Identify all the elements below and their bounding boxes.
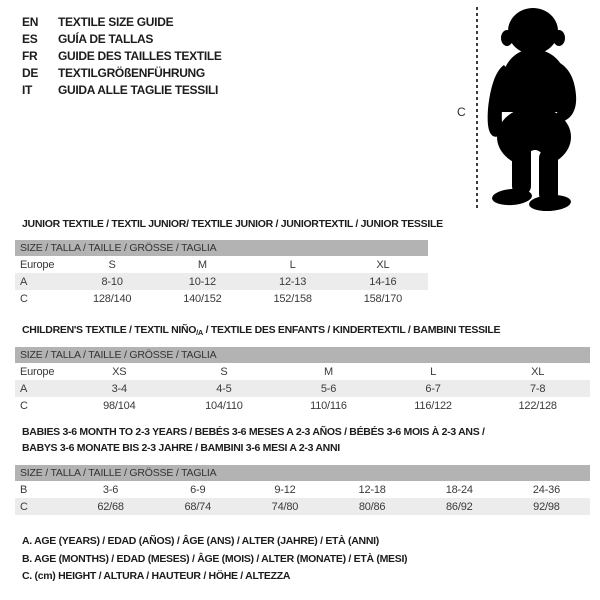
language-code: FR (22, 48, 38, 63)
size-cell: 98/104 (103, 399, 136, 412)
size-cell: 9-12 (274, 483, 296, 496)
table-row (15, 498, 590, 515)
size-cell: 92/98 (533, 500, 560, 513)
language-row (22, 47, 222, 64)
size-cell: S (108, 258, 116, 271)
baby-right-foot (528, 194, 571, 211)
size-cell: 122/128 (518, 399, 557, 412)
children-size-table (15, 347, 590, 414)
table-row (15, 363, 590, 380)
language-row (22, 64, 222, 81)
table-title-line (22, 440, 485, 456)
size-cell: 80/86 (358, 500, 386, 513)
size-cell: 18-24 (445, 483, 473, 496)
table-row (15, 380, 590, 397)
size-cell: 5-6 (320, 382, 337, 395)
row-label: B (20, 483, 28, 496)
language-label: TEXTILE SIZE GUIDE (58, 14, 174, 29)
footnote: A. AGE (YEARS) / EDAD (AÑOS) / ÂGE (ANS) / ALTER (JAHRE) / ETÀ (ANNI) (22, 535, 379, 547)
table-row (15, 481, 590, 498)
language-label: TEXTILGRÖßENFÜHRUNG (58, 65, 205, 80)
title-segment: /A (196, 328, 204, 337)
footnote: C. (cm) HEIGHT / ALTURA / HAUTEUR / HÖHE / ALTEZZA (22, 570, 291, 582)
language-row (22, 81, 222, 98)
size-cell: S (220, 365, 228, 378)
size-cell: 14-16 (369, 275, 397, 288)
table-title-line (22, 216, 443, 232)
height-marker-label: C (457, 105, 466, 119)
language-label: GUÍA DE TALLAS (58, 31, 154, 46)
footnote: B. AGE (MONTHS) / EDAD (MESES) / ÂGE (MOIS) / ALTER (MONATE) / ETÀ (MESI) (22, 552, 408, 565)
size-cell: 10-12 (188, 275, 216, 288)
size-cell: 6-7 (425, 382, 441, 395)
language-code: ES (22, 31, 38, 46)
baby-left-leg (512, 143, 531, 195)
table-row (15, 273, 428, 290)
table-row (15, 256, 428, 273)
row-label: C (20, 500, 28, 513)
language-code: DE (22, 65, 39, 80)
size-header-bar: SIZE / TALLA / TAILLE / GRÖSSE / TAGLIA (15, 240, 428, 256)
language-list (22, 13, 222, 98)
size-cell: L (289, 258, 296, 271)
junior-table-title (22, 216, 443, 232)
size-cell: 7-8 (530, 382, 546, 395)
baby-right-leg (539, 149, 558, 203)
title-segment: / TEXTILE DES ENFANTS / KINDERTEXTIL / BAMBINI TESSILE (203, 324, 501, 336)
size-cell: 110/116 (310, 399, 347, 412)
language-label: GUIDE DES TAILLES TEXTILE (58, 48, 222, 63)
junior-size-table (15, 240, 428, 307)
size-cell: M (324, 365, 333, 378)
row-label: A (20, 275, 28, 288)
size-cell: 4-5 (216, 382, 232, 395)
table-title-line (22, 424, 485, 440)
size-cell: 104/110 (205, 399, 243, 412)
title-segment: JUNIOR TEXTILE / TEXTIL JUNIOR/ TEXTILE JUNIOR / JUNIORTEXTIL / JUNIOR TESSILE (22, 218, 443, 230)
size-cell: 140/152 (183, 292, 222, 305)
babies-table-title (22, 424, 485, 456)
size-cell: 86/92 (446, 500, 473, 513)
baby-left-ear (501, 30, 513, 46)
row-label: A (20, 382, 28, 395)
language-row (22, 13, 222, 30)
language-code: IT (22, 82, 33, 97)
row-label: Europe (20, 258, 55, 271)
size-cell: XS (112, 365, 127, 378)
children-table-title (22, 322, 500, 341)
size-cell: 12-13 (279, 275, 307, 288)
size-cell: 24-36 (532, 483, 561, 496)
size-cell: XL (376, 258, 390, 271)
size-cell: XL (531, 365, 545, 378)
baby-head (508, 8, 558, 54)
baby-right-ear (553, 30, 565, 46)
language-code: EN (22, 14, 39, 29)
title-segment: BABYS 3-6 MONATE BIS 2-3 JAHRE / BAMBINI 3-6 MESI A 2-3 ANNI (22, 442, 340, 454)
size-header-bar: SIZE / TALLA / TAILLE / GRÖSSE / TAGLIA (15, 347, 590, 363)
title-segment: BABIES 3-6 MONTH TO 2-3 YEARS / BEBÉS 3-6 MESES A 2-3 AÑOS / BÉBÉS 3-6 MOIS À 2-3 ANS / (22, 426, 485, 438)
size-cell: M (197, 258, 207, 271)
table-row (15, 290, 428, 307)
footnote-list (22, 535, 407, 588)
size-header-bar: SIZE / TALLA / TAILLE / GRÖSSE / TAGLIA (15, 465, 590, 481)
size-cell: 158/170 (363, 292, 403, 305)
size-cell: 3-4 (111, 382, 127, 395)
language-row (22, 30, 222, 47)
toddler-silhouette-image (482, 5, 588, 211)
height-measure-dotted-line (476, 7, 478, 208)
row-label: C (20, 292, 28, 305)
table-title-line (22, 322, 500, 341)
size-cell: 128/140 (92, 292, 132, 305)
title-segment: CHILDREN'S TEXTILE / TEXTIL NIÑO (22, 324, 197, 336)
size-cell: 152/158 (273, 292, 312, 305)
size-cell: L (430, 365, 437, 378)
table-row (15, 397, 590, 414)
size-cell: 8-10 (101, 275, 123, 288)
size-cell: 74/80 (271, 500, 299, 513)
size-cell: 68/74 (184, 500, 212, 513)
size-cell: 116/122 (414, 399, 452, 412)
size-cell: 6-9 (190, 483, 206, 496)
row-label: C (20, 399, 28, 412)
size-cell: 62/68 (97, 500, 124, 513)
language-label: GUIDA ALLE TAGLIE TESSILI (58, 82, 219, 97)
size-cell: 12-18 (358, 483, 386, 496)
babies-size-table (15, 465, 590, 515)
row-label: Europe (20, 365, 55, 378)
size-cell: 3-6 (102, 483, 119, 496)
